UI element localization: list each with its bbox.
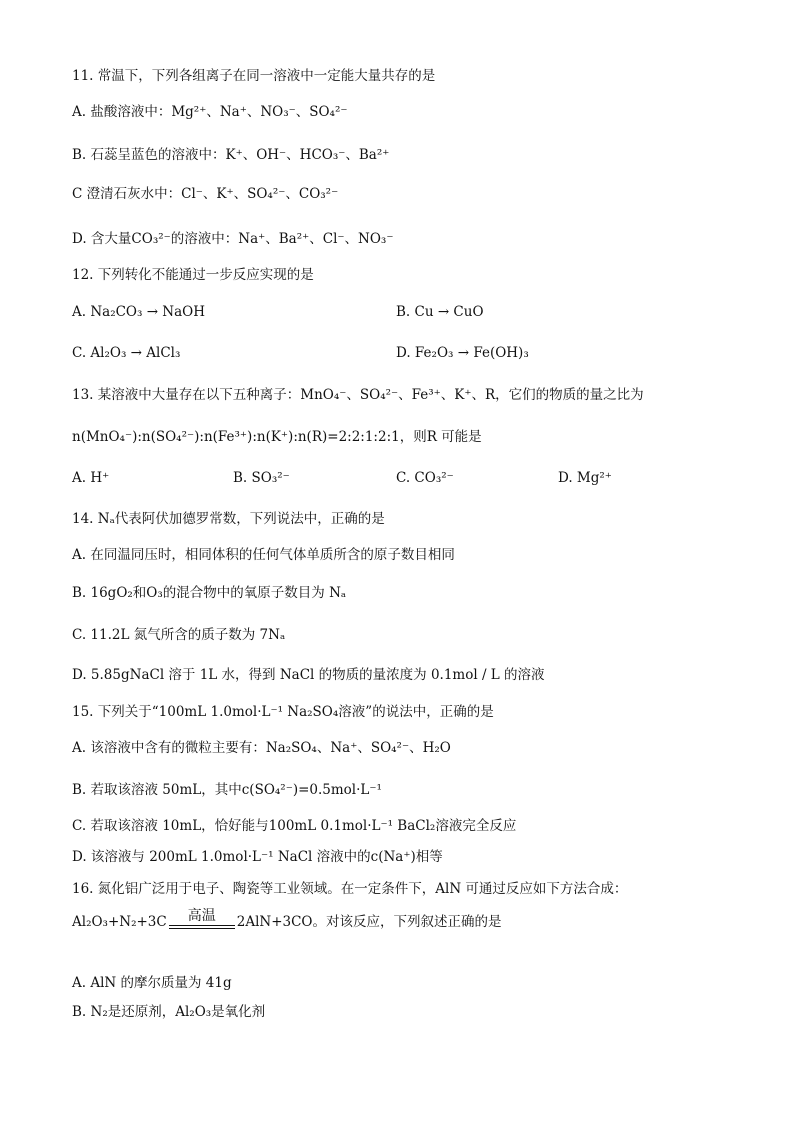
q16-eq-tail: 。对该反应，下列叙述正确的是 (312, 914, 502, 930)
q13-option-a: A. H⁺ (72, 470, 110, 486)
q13-option-c: C. CO₃²⁻ (396, 470, 454, 486)
q14-option-d: D. 5.85gNaCl 溶于 1L 水，得到 NaCl 的物质的量浓度为 0.1mol / L 的溶液 (72, 667, 545, 683)
q13-option-b: B. SO₃²⁻ (233, 470, 290, 486)
q11-option-c: C 澄清石灰水中：Cl⁻、K⁺、SO₄²⁻、CO₃²⁻ (72, 186, 339, 202)
q11-stem: 11. 常温下，下列各组离子在同一溶液中一定能大量共存的是 (72, 68, 436, 84)
q12-stem: 12. 下列转化不能通过一步反应实现的是 (72, 267, 314, 283)
q13-stem: 13. 某溶液中大量存在以下五种离子：MnO₄⁻、SO₄²⁻、Fe³⁺、K⁺、R，它们的物质的量之比为 (72, 387, 644, 403)
q13-option-d: D. Mg²⁺ (558, 470, 612, 486)
q11-option-a: A. 盐酸溶液中：Mg²⁺、Na⁺、NO₃⁻、SO₄²⁻ (72, 104, 348, 120)
q12-option-c: C. Al₂O₃ → AlCl₃ (72, 345, 181, 361)
q15-option-c: C. 若取该溶液 10mL，恰好能与100mL 0.1mol·L⁻¹ BaCl₂溶液完全反应 (72, 818, 517, 834)
q14-option-a: A. 在同温同压时，相同体积的任何气体单质所含的原子数目相同 (72, 547, 455, 563)
q13-ratio: n(MnO₄⁻):n(SO₄²⁻):n(Fe³⁺):n(K⁺):n(R)=2:2:1:2:1，则R 可能是 (72, 429, 482, 445)
q14-stem: 14. Nₐ代表阿伏加德罗常数，下列说法中，正确的是 (72, 511, 385, 527)
q11-option-d: D. 含大量CO₃²⁻的溶液中：Na⁺、Ba²⁺、Cl⁻、NO₃⁻ (72, 231, 394, 247)
q12-option-b: B. Cu → CuO (396, 304, 484, 320)
q16-stem: 16. 氮化铝广泛用于电子、陶瓷等工业领域。在一定条件下，AlN 可通过反应如下方法合成： (72, 881, 628, 897)
q15-option-a: A. 该溶液中含有的微粒主要有：Na₂SO₄、Na⁺、SO₄²⁻、H₂O (72, 740, 451, 756)
q16-option-a: A. AlN 的摩尔质量为 41g (72, 975, 232, 991)
q16-condition: 高温 (187, 908, 216, 924)
q16-equation (72, 908, 502, 931)
q16-equals-line-bottom (169, 928, 235, 929)
q15-option-d: D. 该溶液与 200mL 1.0mol·L⁻¹ NaCl 溶液中的c(Na⁺)相等 (72, 849, 443, 865)
q12-option-a: A. Na₂CO₃ → NaOH (72, 304, 206, 320)
q16-reaction-arrow (167, 908, 237, 931)
q16-equals-line-top (169, 925, 235, 926)
q14-option-c: C. 11.2L 氮气所含的质子数为 7Nₐ (72, 627, 286, 643)
q15-option-b: B. 若取该溶液 50mL，其中c(SO₄²⁻)=0.5mol·L⁻¹ (72, 782, 382, 798)
q14-option-b: B. 16gO₂和O₃的混合物中的氧原子数目为 Nₐ (72, 585, 347, 601)
q15-stem: 15. 下列关于“100mL 1.0mol·L⁻¹ Na₂SO₄溶液”的说法中，正确的是 (72, 704, 494, 720)
q12-option-d: D. Fe₂O₃ → Fe(OH)₃ (396, 345, 529, 361)
q11-option-b: B. 石蕊呈蓝色的溶液中：K⁺、OH⁻、HCO₃⁻、Ba²⁺ (72, 147, 390, 163)
q16-eq-left: Al₂O₃+N₂+3C (72, 914, 167, 930)
q16-option-b: B. N₂是还原剂，Al₂O₃是氧化剂 (72, 1004, 266, 1020)
q16-eq-right: 2AlN+3CO (236, 914, 313, 930)
